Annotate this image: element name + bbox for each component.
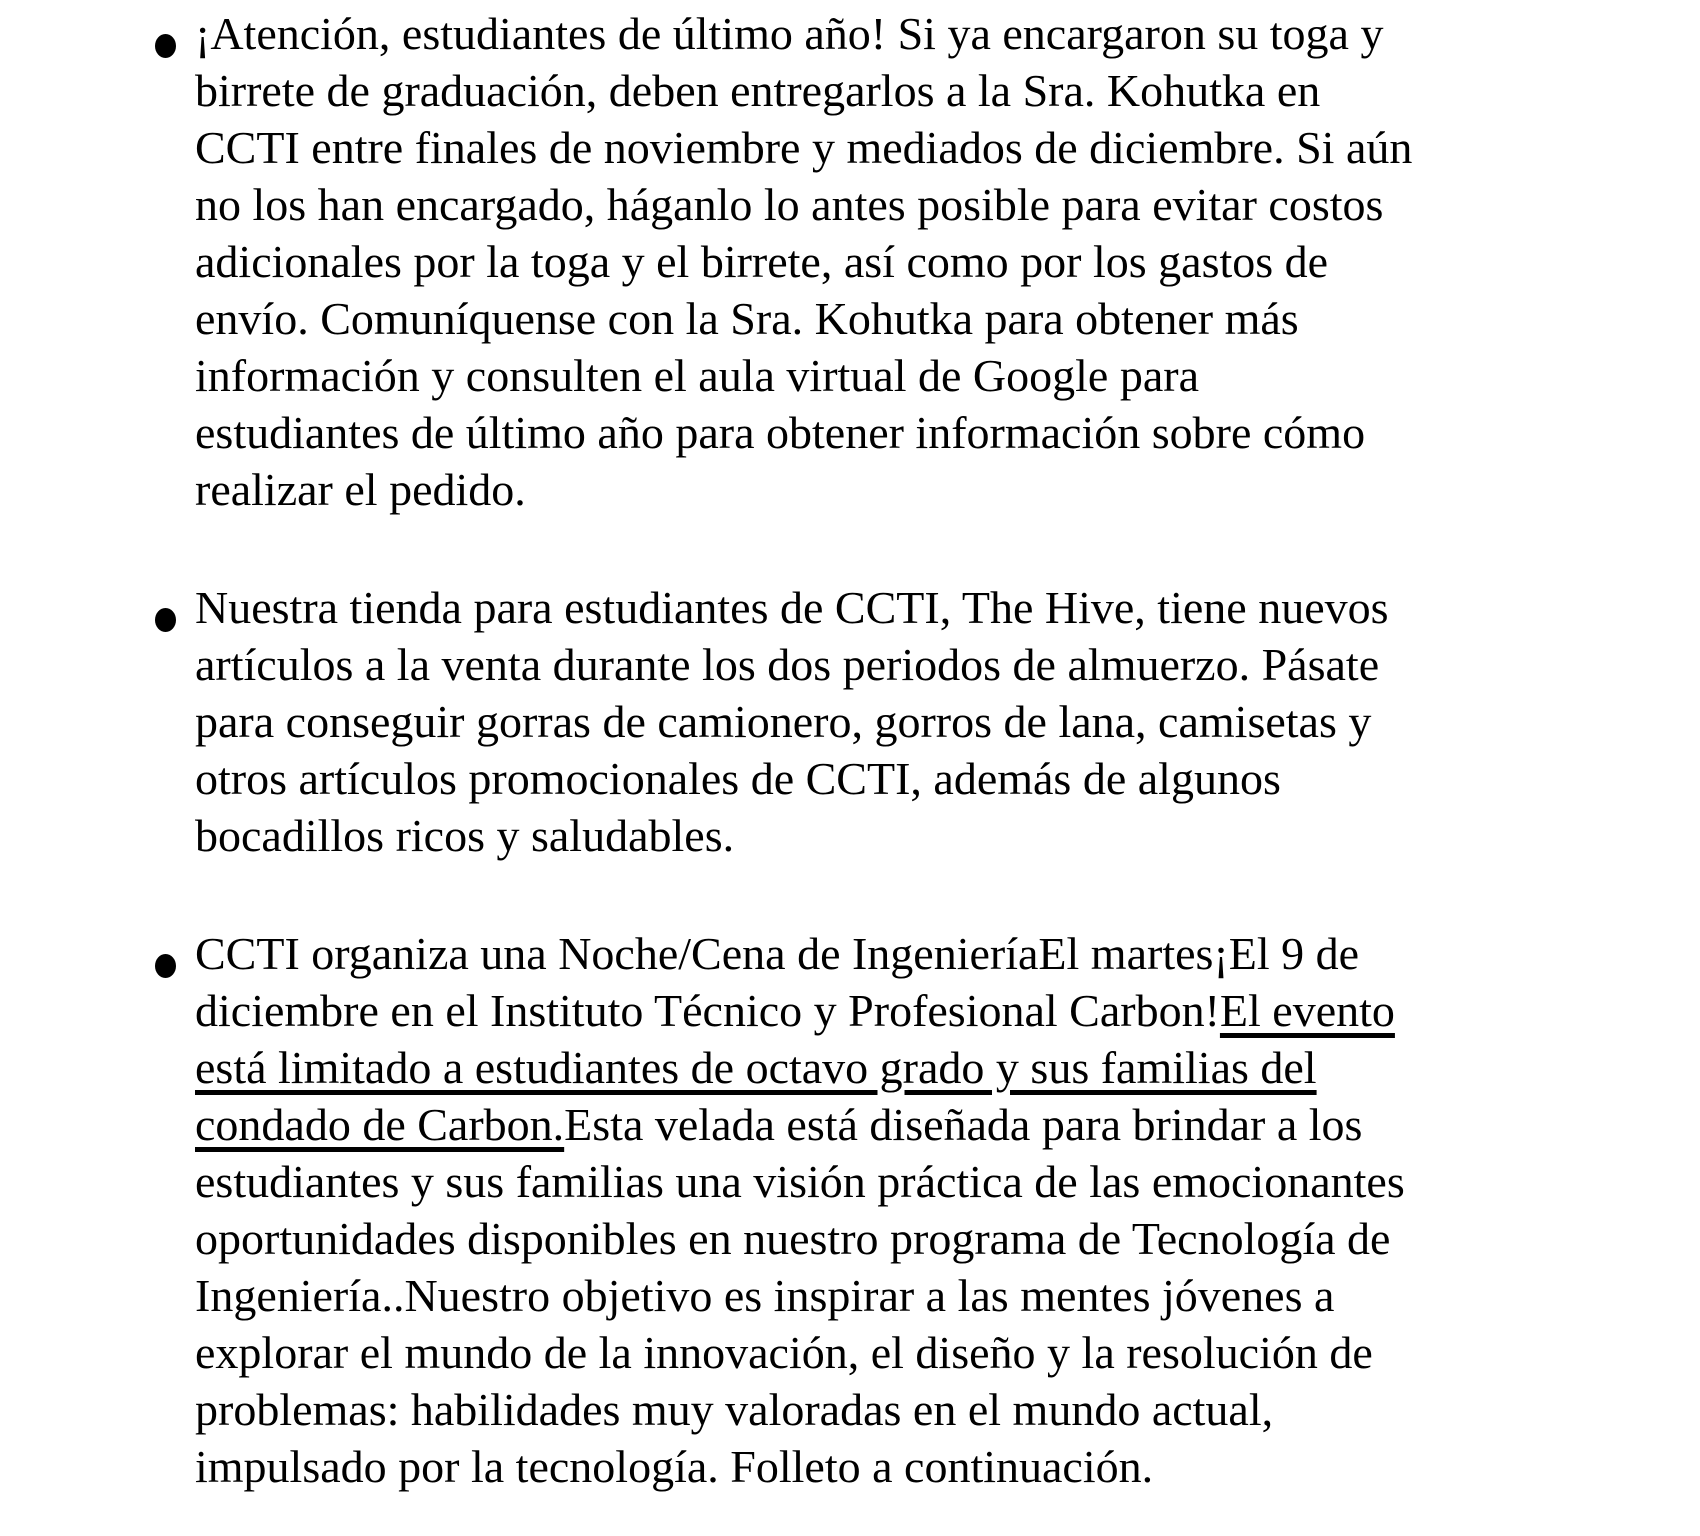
text-segment: estudiantes de último año para obtener información sobre cómo	[195, 407, 1366, 458]
text-segment: envío. Comuníquense con la Sra. Kohutka para obtener más	[195, 293, 1299, 344]
text-segment: bocadillos ricos y saludables.	[195, 810, 735, 861]
text-segment: artículos a la venta durante los dos periodos de almuerzo. Pásate	[195, 639, 1380, 690]
text-line	[195, 233, 1700, 290]
text-line	[195, 982, 1700, 1039]
text-line	[195, 404, 1700, 461]
bullet-icon	[155, 34, 176, 58]
text-segment: birrete de graduación, deben entregarlos a la Sra. Kohutka en	[195, 65, 1321, 116]
bullet-item	[0, 925, 1700, 1495]
text-line	[195, 1039, 1700, 1096]
text-line	[195, 290, 1700, 347]
text-line	[195, 1210, 1700, 1267]
text-line	[195, 1153, 1700, 1210]
bullet-item	[0, 579, 1700, 864]
bullet-item	[0, 5, 1700, 518]
text-line	[195, 1381, 1700, 1438]
text-line	[195, 5, 1700, 62]
text-line	[195, 1324, 1700, 1381]
underlined-text-segment: condado de Carbon.	[195, 1099, 565, 1150]
text-segment: información y consulten el aula virtual de Google para	[195, 350, 1199, 401]
bullet-icon	[155, 954, 176, 978]
text-segment: ¡Atención, estudiantes de último año! Si ya encargaron su toga y	[195, 8, 1384, 59]
text-segment: explorar el mundo de la innovación, el diseño y la resolución de	[195, 1327, 1373, 1378]
text-segment: Nuestra tienda para estudiantes de CCTI, The Hive, tiene nuevos	[195, 582, 1389, 633]
underlined-text-segment: El evento	[1219, 985, 1395, 1036]
text-line	[195, 461, 1700, 518]
underlined-text-segment: está limitado a estudiantes de octavo grado y sus familias del	[195, 1042, 1317, 1093]
text-line	[195, 119, 1700, 176]
text-segment: realizar el pedido.	[195, 464, 526, 515]
text-line	[195, 925, 1700, 982]
text-line	[195, 636, 1700, 693]
text-segment: no los han encargado, háganlo lo antes posible para evitar costos	[195, 179, 1384, 230]
text-segment: estudiantes y sus familias una visión práctica de las emocionantes	[195, 1156, 1405, 1207]
text-line	[195, 176, 1700, 233]
text-line	[195, 1096, 1700, 1153]
text-segment: adicionales por la toga y el birrete, así como por los gastos de	[195, 236, 1329, 287]
bullet-icon	[155, 608, 176, 632]
text-line	[195, 693, 1700, 750]
text-segment: problemas: habilidades muy valoradas en el mundo actual,	[195, 1384, 1274, 1435]
text-line	[195, 579, 1700, 636]
text-line	[195, 807, 1700, 864]
text-segment: impulsado por la tecnología. Folleto a continuación.	[195, 1441, 1154, 1492]
text-segment: oportunidades disponibles en nuestro programa de Tecnología de	[195, 1213, 1391, 1264]
text-segment: Ingeniería..Nuestro objetivo es inspirar a las mentes jóvenes a	[195, 1270, 1335, 1321]
text-line	[195, 1438, 1700, 1495]
text-line	[195, 750, 1700, 807]
bullet-list	[0, 5, 1700, 1495]
text-segment: CCTI organiza una Noche/Cena de IngenieríaEl martes¡El 9 de	[195, 928, 1360, 979]
text-segment: CCTI entre finales de noviembre y mediados de diciembre. Si aún	[195, 122, 1413, 173]
text-segment: Esta velada está diseñada para brindar a los	[564, 1099, 1363, 1150]
text-line	[195, 62, 1700, 119]
text-segment: diciembre en el Instituto Técnico y Profesional Carbon!	[195, 985, 1220, 1036]
text-segment: otros artículos promocionales de CCTI, además de algunos	[195, 753, 1281, 804]
text-line	[195, 347, 1700, 404]
text-segment: para conseguir gorras de camionero, gorros de lana, camisetas y	[195, 696, 1372, 747]
text-line	[195, 1267, 1700, 1324]
